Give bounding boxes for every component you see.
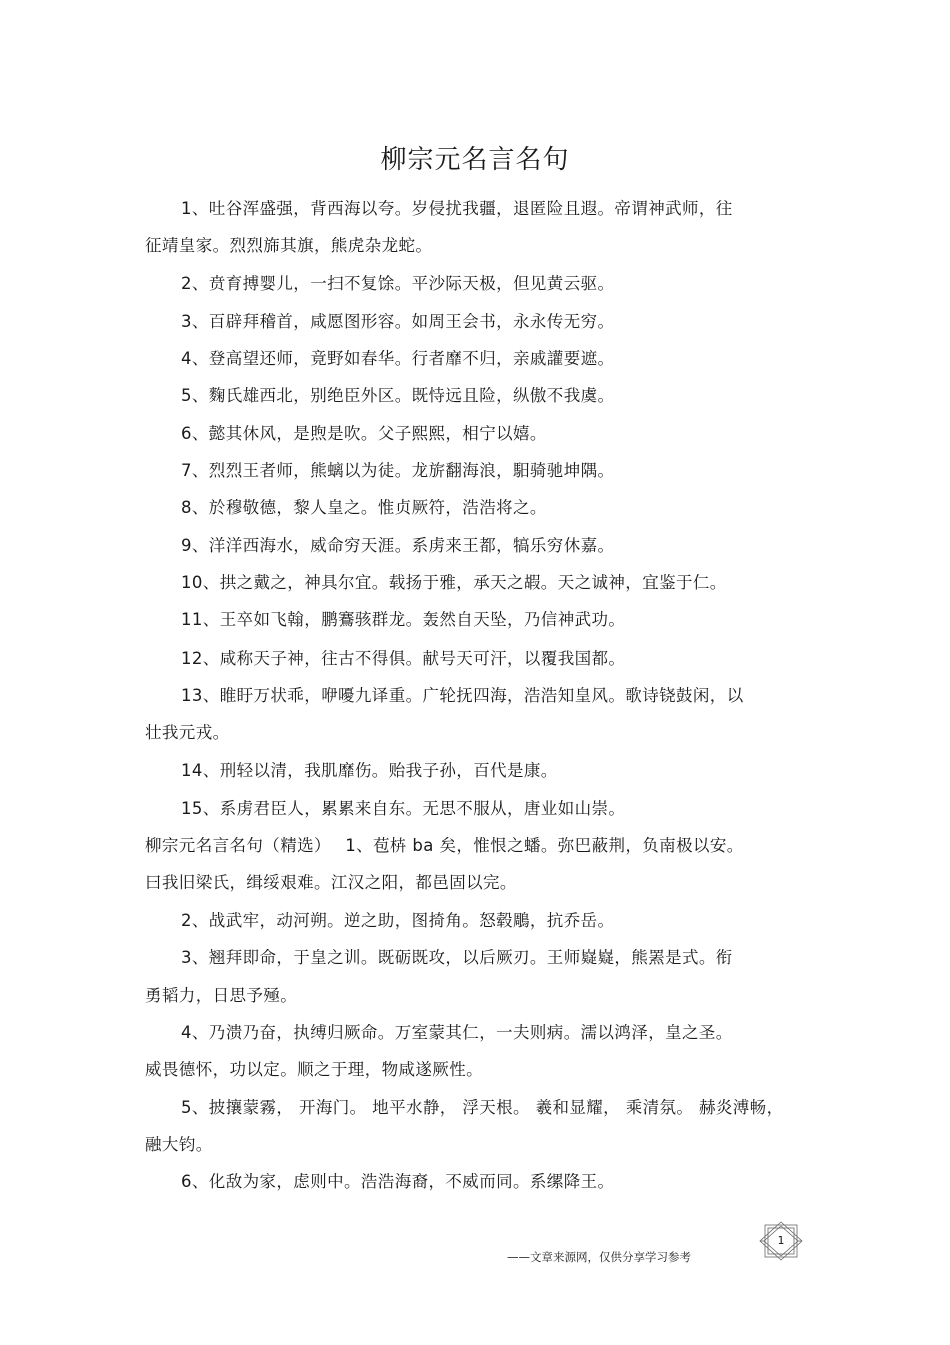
quote-line: 6、化敌为家，虑则中。浩浩海裔，不威而同。系缧降王。 bbox=[181, 1172, 615, 1191]
quote-line: 曰我旧梁氏，缉绥艰难。江汉之阳，都邑固以完。 bbox=[145, 873, 517, 892]
quote-line: 15、系虏君臣人，累累来自东。无思不服从，唐业如山崇。 bbox=[181, 799, 626, 818]
quote-line: 勇韬力，日思予殛。 bbox=[145, 986, 298, 1005]
quote-line: 4、登高望还师，竟野如春华。行者靡不归，亲戚讙要遮。 bbox=[181, 349, 615, 368]
footer-source-note: ——文章来源网，仅供分享学习参考 bbox=[507, 1250, 691, 1264]
quote-line: 威畏德怀，功以定。顺之于理，物咸遂厥性。 bbox=[145, 1060, 483, 1079]
quote-line: 壮我元戎。 bbox=[145, 723, 230, 742]
quote-line: 4、乃溃乃奋，执缚归厥命。万室蒙其仁，一夫则病。濡以鸿泽，皇之圣。 bbox=[181, 1023, 733, 1042]
quote-line: 10、拱之戴之，神具尔宜。载扬于雅，承天之嘏。天之诚神，宜鉴于仁。 bbox=[181, 573, 727, 592]
quote-line: 征靖皇家。烈烈旆其旗，熊虎杂龙蛇。 bbox=[145, 236, 433, 255]
quote-line: 11、王卒如飞翰，鹏鶱骇群龙。轰然自天坠，乃信神武功。 bbox=[181, 610, 626, 629]
quote-line: 3、翘拜即命，于皇之训。既砺既攻，以后厥刃。王师嶷嶷，熊罴是式。衔 bbox=[181, 948, 733, 967]
quote-line: 2、战武牢，动河朔。逆之助，图掎角。怒毂鵰，抗乔岳。 bbox=[181, 911, 615, 930]
quote-line: 3、百辟拜稽首，咸愿图形容。如周王会书，永永传无穷。 bbox=[181, 312, 615, 331]
quote-line: 8、於穆敬德，黎人皇之。惟贞厥符，浩浩将之。 bbox=[181, 498, 547, 517]
section-heading-line: 柳宗元名言名句（精选） 1、苞枿 ba 矣，惟恨之蟠。弥巴蔽荆，负南极以安。 bbox=[145, 836, 744, 855]
quote-line: 5、麴氏雄西北，别绝臣外区。既恃远且险，纵傲不我虞。 bbox=[181, 386, 615, 405]
quote-line: 9、洋洋西海水，威命穷天涯。系虏来王都，犒乐穷休嘉。 bbox=[181, 536, 615, 555]
quote-line: 融大钧。 bbox=[145, 1135, 213, 1154]
quote-line: 12、咸称天子神，往古不得俱。献号天可汗，以覆我国都。 bbox=[181, 649, 626, 668]
quote-line: 1、吐谷浑盛强，背西海以夸。岁侵扰我疆，退匿险且遐。帝谓神武师，往 bbox=[181, 199, 733, 218]
quote-line: 6、懿其休风，是煦是吹。父子熙熙，相宁以嬉。 bbox=[181, 424, 547, 443]
quote-line: 7、烈烈王者师，熊螭以为徒。龙旂翻海浪，馹骑驰坤隅。 bbox=[181, 461, 615, 480]
page-number-badge bbox=[757, 1221, 805, 1261]
quote-line: 5、披攘蒙霧， 开海门。 地平水静， 浮天根。 羲和显耀， 乘清氛。 赫炎溥畅， bbox=[181, 1098, 784, 1117]
page-number: 1 bbox=[777, 1234, 785, 1247]
quote-line: 2、贲育搏婴儿，一扫不复馀。平沙际天极，但见黄云驱。 bbox=[181, 274, 615, 293]
quote-line: 14、刑轻以清，我肌靡伤。贻我子孙，百代是康。 bbox=[181, 761, 558, 780]
page-title: 柳宗元名言名句 bbox=[380, 145, 570, 175]
quote-line: 13、睢盱万状乖，咿嚘九译重。广轮抚四海，浩浩知皇风。歌诗铙鼓闲，以 bbox=[181, 686, 744, 705]
